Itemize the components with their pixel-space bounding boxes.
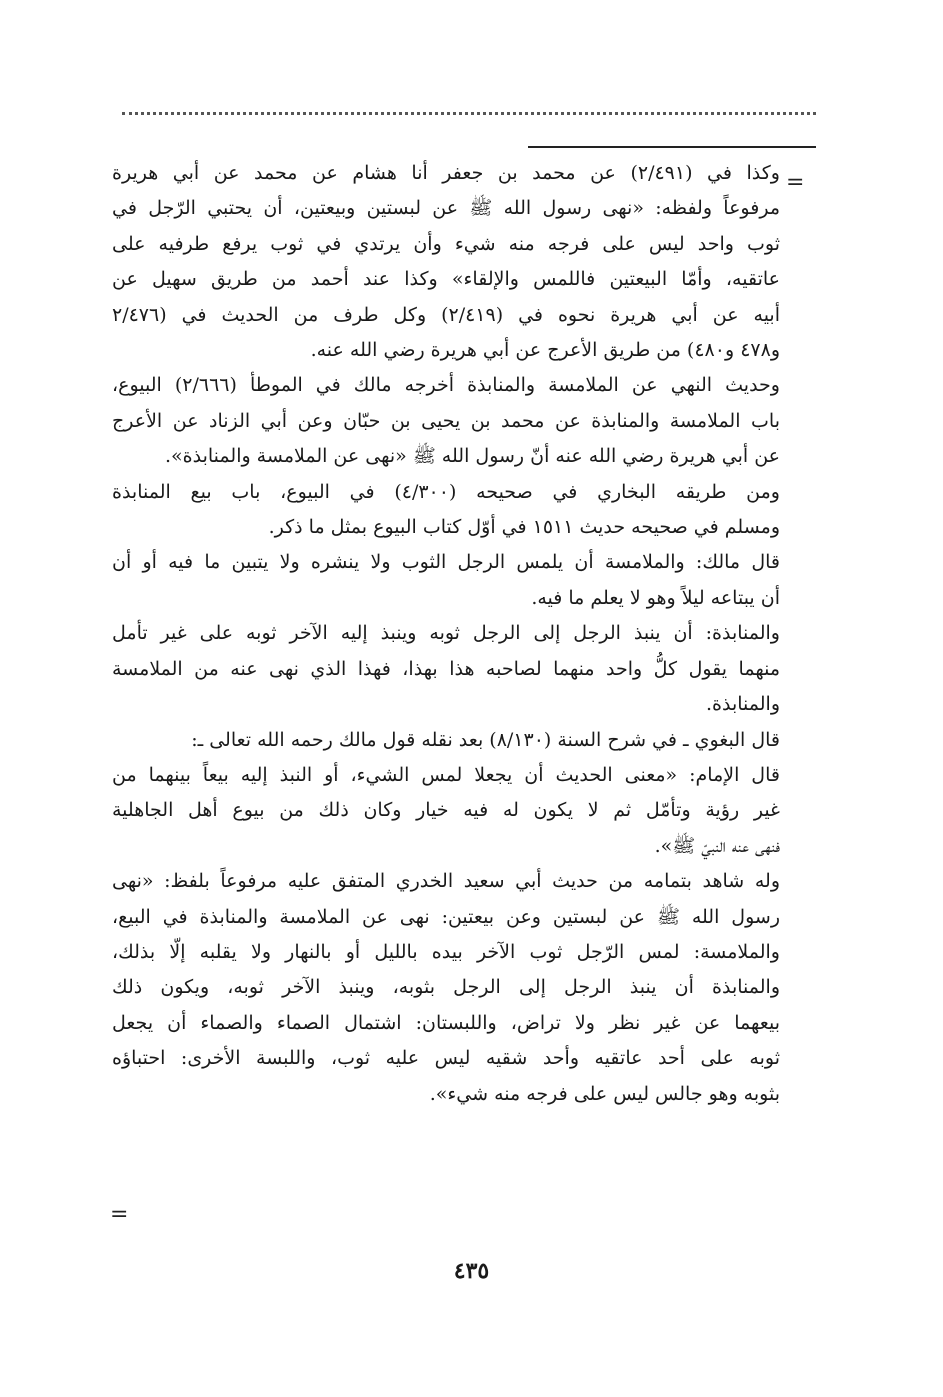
text-line: ثوبه على أحد عاتقيه وأحد شقيه ليس عليه ثوب، واللبسة الأخرى: احتباؤه — [112, 1047, 780, 1070]
text-line: والمنابذة أن ينبذ الرجل إلى الرجل بثوبه، وينبذ الآخر ثوبه، ويكون ذلك — [112, 976, 780, 999]
text-line: فنهى عنه النبيّ ﷺ». — [654, 834, 780, 857]
page-number: ٤٣٥ — [453, 1258, 490, 1284]
continuation-mark-top: = — [786, 170, 805, 195]
text-line: بيعهما عن غير نظر ولا تراض، واللبستان: اشتمال الصماء والصماء أن يجعل — [112, 1011, 780, 1034]
text-line: قال البغوي ـ في شرح السنة (٨/١٣٠) بعد نقله قول مالك رحمه الله تعالى ـ: — [191, 728, 780, 751]
text-line: قال مالك: والملامسة أن يلمس الرجل الثوب ولا ينشره ولا يتبين ما فيه أو أن — [112, 551, 780, 574]
text-line: أن يبتاعه ليلاً وهو لا يعلم ما فيه. — [531, 586, 780, 609]
text-line: مرفوعاً ولفظه: «نهى رسول الله ﷺ عن لبستين وبيعتين، أن يحتبي الرّجل في — [112, 197, 780, 220]
text-line: ومن طريقه البخاري في صحيحه (٤/٣٠٠) في البيوع، باب بيع المنابذة — [112, 480, 780, 503]
text-line: وكذا في (٢/٤٩١) عن محمد بن جعفر أنا هشام عن محمد عن أبي هريرة — [112, 162, 780, 184]
continuation-mark-bottom: = — [110, 1202, 129, 1227]
text-line: والمنابذة. — [705, 693, 780, 716]
header-dotted-rule — [122, 112, 816, 115]
text-line: وله شاهد بتمامه من حديث أبي سعيد الخدري المتفق عليه مرفوعاً بلفظ: «نهى — [112, 870, 780, 893]
text-line: غير رؤية وتأمّل ثم لا يكون له فيه خيار وكان ذلك من بيوع أهل الجاهلية — [112, 799, 780, 822]
footnote-text-block — [112, 156, 780, 1112]
footnote-separator-rule — [528, 146, 816, 148]
text-line: قال الإمام: «معنى الحديث أن يجعلا لمس الشيء، أو النبذ إليه بيعاً بينهما من — [112, 763, 780, 786]
text-line: و٤٧٨ و٤٨٠) من طريق الأعرج عن أبي هريرة رضي الله عنه. — [310, 339, 780, 362]
text-line: عن أبي هريرة رضي الله عنه أنّ رسول الله ﷺ «نهى عن الملامسة والمنابذة». — [165, 445, 780, 468]
text-line: أبيه عن أبي هريرة نحوه في (٢/٤١٩) وكل طرف من الحديث في (٢/٤٧٦ — [112, 303, 780, 326]
text-line: منهما يقول كلُّ واحد منهما لصاحبه هذا بهذا، فهذا الذي نهى عنه من الملامسة — [112, 657, 780, 680]
text-line: وحديث النهي عن الملامسة والمنابذة أخرجه مالك في الموطأ (٢/٦٦٦) البيوع، — [112, 374, 780, 397]
text-line: عاتقيه، وأمّا البيعتين فاللمس والإلقاء» وكذا عند أحمد من طريق سهيل عن — [112, 268, 780, 291]
text-line: رسول الله ﷺ عن لبستين وعن بيعتين: نهى عن الملامسة والمنابذة في البيع، — [112, 905, 780, 928]
text-line: بثوبه وهو جالس ليس على فرجه منه شيء». — [429, 1082, 780, 1105]
text-line: والمنابذة: أن ينبذ الرجل إلى الرجل ثوبه وينبذ إليه الآخر ثوبه على غير تأمل — [112, 622, 780, 645]
text-line: والملامسة: لمس الرّجل ثوب الآخر بيده بالليل أو بالنهار ولا يقلبه إلّا بذلك، — [112, 940, 780, 963]
text-line: ومسلم في صحيحه حديث ١٥١١ في أوّل كتاب البيوع بمثل ما ذكر. — [268, 516, 780, 539]
text-line: باب الملامسة والمنابذة عن محمد بن يحيى بن حبّان وعن أبي الزناد عن الأعرج — [112, 409, 780, 432]
text-line: ثوب واحد ليس على فرجه منه شيء وأن يرتدي في ثوب يرفع طرفيه على — [112, 232, 780, 255]
